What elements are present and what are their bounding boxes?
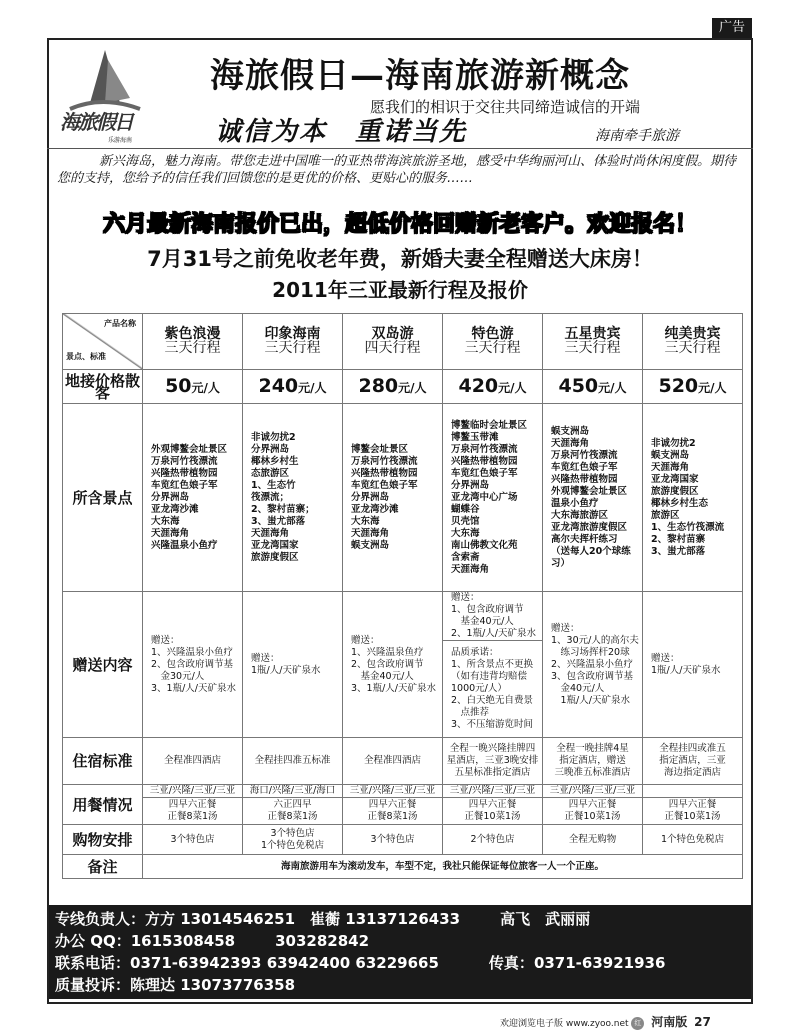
row-label-price: 地接价格散客 — [63, 370, 143, 404]
product-header — [143, 314, 243, 370]
price-value: 280 — [358, 374, 399, 397]
meal-plan-cell: 六正四早 正餐8菜1汤 — [243, 798, 343, 825]
product-days: 三天行程 — [664, 339, 721, 356]
price-cell — [643, 370, 743, 404]
meal-plan-cell: 四早六正餐 正餐8菜1汤 — [143, 798, 243, 825]
price-cell — [143, 370, 243, 404]
product-name: 纯美贵宾 — [664, 325, 721, 342]
meal-route-cell — [643, 785, 743, 798]
sights-cell: 蜈支洲岛 天涯海角 万泉河竹筏漂流 车览红色娘子军 兴隆热带植物园 外观博鳌会址景区 温泉小鱼疗 大东海旅游区 亚龙湾旅游度假区 高尔夫挥杆练习 （送每人20个球练习） — [543, 404, 643, 592]
logo — [60, 45, 145, 147]
intro-text: 新兴海岛，魅力海南。带您走进中国唯一的亚热带海滨旅游圣地，感受中华绚丽河山、体验时尚休闲度假。期待您的支持，您给予的信任我们回馈您的是更优的价格、更贴心的服务…… — [57, 154, 737, 186]
paper-badge-icon: 红 — [631, 1017, 644, 1030]
lodging-cell: 全程挂四准五标准 — [243, 738, 343, 785]
qq-1: 1615308458 — [130, 932, 236, 950]
sights-cell: 非诚勿扰2 分界洲岛 椰林乡村生 态旅游区 1、生态竹 筏漂流； 2、黎村苗寨； 3、蚩尤部落 天涯海角 亚龙湾国家 旅游度假区 — [243, 404, 343, 592]
sail-logo-icon — [60, 45, 145, 111]
lodging-cell: 全程准四酒店 — [143, 738, 243, 785]
corner-criteria-label: 景点、标准 — [66, 352, 106, 361]
product-header — [543, 314, 643, 370]
lodging-cell: 全程准四酒店 — [343, 738, 443, 785]
other-managers: 高飞 武丽丽 — [500, 910, 591, 928]
row-label-meals: 用餐情况 — [63, 785, 143, 825]
shopping-cell: 2个特色店 — [443, 825, 543, 855]
price-unit: 元/人 — [498, 380, 527, 395]
edition-label: 河南版 — [651, 1015, 688, 1029]
lodging-row — [63, 738, 743, 785]
product-header — [243, 314, 343, 370]
price-value: 520 — [658, 374, 699, 397]
complaint-contact: 陈理达 13073776358 — [130, 976, 296, 994]
gifts-cell: 赠送： 1瓶/人/天矿泉水 — [243, 592, 343, 738]
page-title: 海旅假日—海南旅游新概念 — [210, 56, 630, 96]
price-unit: 元/人 — [298, 380, 327, 395]
sights-cell: 非诚勿扰2 蜈支洲岛 天涯海角 亚龙湾国家 旅游度假区 椰林乡村生态 旅游区 1、生态竹筏漂流 2、黎村苗寨 3、蚩尤部落 — [643, 404, 743, 592]
headline-table-title: 2011年三亚最新行程及报价 — [272, 278, 528, 302]
sights-cell: 博鳌临时会址景区 博鳌玉带滩 万泉河竹筏漂流 兴隆热带植物园 车览红色娘子军 分界洲岛 亚龙湾中心广场 蝴蝶谷 贝壳馆 大东海 南山佛教文化苑 含索斋 天涯海角 — [443, 404, 543, 592]
sights-cell: 博鳌会址景区 万泉河竹筏漂流 兴隆热带植物园 车览红色娘子军 分界洲岛 亚龙湾沙滩 大东海 天涯海角 蜈支洲岛 — [343, 404, 443, 592]
product-days: 三天行程 — [164, 339, 221, 356]
quality-promise-cell: 品质承诺： 1、所含景点不更换 （如有违背均赔偿 1000元/人） 2、白天绝无自费景 点推荐 3、不压缩游览时间 — [443, 641, 543, 738]
contact-box — [49, 905, 751, 999]
price-table — [62, 313, 743, 879]
shopping-cell: 3个特色店 — [143, 825, 243, 855]
sights-row — [63, 404, 743, 592]
price-cell — [543, 370, 643, 404]
shopping-row — [63, 825, 743, 855]
product-header — [643, 314, 743, 370]
product-header — [343, 314, 443, 370]
price-unit: 元/人 — [598, 380, 627, 395]
price-unit: 元/人 — [698, 380, 727, 395]
meals-row-2 — [63, 798, 743, 825]
fax-label: 传真： — [488, 954, 534, 972]
qq-2: 303282842 — [275, 932, 370, 950]
meals-row — [63, 785, 743, 798]
shopping-cell: 全程无购物 — [543, 825, 643, 855]
meal-route-cell: 三亚/兴隆/三亚/三亚 — [543, 785, 643, 798]
meal-route-cell: 三亚/兴隆/三亚/三亚 — [443, 785, 543, 798]
price-unit: 元/人 — [191, 380, 220, 395]
product-header — [443, 314, 543, 370]
divider — [47, 148, 753, 149]
page-number: 27 — [694, 1015, 711, 1029]
corner-cell — [63, 314, 143, 370]
notes-cell: 海南旅游用车为滚动发车，车型不定，我社只能保证每位旅客一人一个正座。 — [143, 855, 743, 879]
meal-plan-cell: 四早六正餐 正餐10菜1汤 — [543, 798, 643, 825]
product-name: 特色游 — [471, 325, 514, 342]
shopping-cell: 1个特色免税店 — [643, 825, 743, 855]
product-name: 五星贵宾 — [564, 325, 621, 342]
meal-route-cell: 三亚/兴隆/三亚/三亚 — [343, 785, 443, 798]
shopping-cell: 3个特色店 — [343, 825, 443, 855]
complaint-label: 质量投诉： — [55, 976, 131, 994]
price-cell — [443, 370, 543, 404]
meal-route-cell: 三亚/兴隆/三亚/三亚 — [143, 785, 243, 798]
gifts-cell: 赠送： 1、包含政府调节 基金40元/人 2、1瓶/人/天矿泉水 — [443, 592, 543, 641]
footer-link[interactable]: 欢迎浏览电子版 www.zyoo.net — [500, 1019, 629, 1029]
phone-numbers: 0371-63942393 63942400 63229665 — [130, 954, 439, 972]
gifts-cell: 赠送： 1瓶/人/天矿泉水 — [643, 592, 743, 738]
gifts-row — [63, 592, 743, 641]
price-row — [63, 370, 743, 404]
manager-label: 专线负责人： — [55, 910, 146, 928]
row-label-lodging: 住宿标准 — [63, 738, 143, 785]
product-name: 紫色浪漫 — [164, 325, 221, 342]
tagline: 愿我们的相识于交往共同缔造诚信的开端 — [370, 98, 641, 116]
brand-name: 海南牵手旅游 — [595, 128, 679, 144]
headline-promo: 六月最新海南报价已出，超低价格回赠新老客户。欢迎报名！ — [102, 212, 697, 237]
product-name: 双岛游 — [371, 325, 414, 342]
headline-offer: 7月31号之前免收老年费，新婚夫妻全程赠送大床房！ — [147, 247, 653, 271]
row-label-shopping: 购物安排 — [63, 825, 143, 855]
price-cell — [243, 370, 343, 404]
price-value: 420 — [458, 374, 499, 397]
product-days: 三天行程 — [264, 339, 321, 356]
gifts-cell: 赠送： 1、兴隆温泉小鱼疗 2、包含政府调节基 金30元/人 3、1瓶/人/天矿泉水 — [143, 592, 243, 738]
gifts-cell: 赠送： 1、30元/人的高尔夫 练习场挥杆20球 2、兴隆温泉小鱼疗 3、包含政府调节基 金40元/人 1瓶/人/天矿泉水 — [543, 592, 643, 738]
fax-number: 0371-63921936 — [533, 954, 666, 972]
price-value: 450 — [558, 374, 599, 397]
slogan: 诚信为本 重诺当先 — [215, 117, 468, 147]
row-label-gifts: 赠送内容 — [63, 592, 143, 738]
logo-subtext: 乐游海南 — [108, 137, 133, 144]
gifts-cell: 赠送： 1、兴隆温泉鱼疗 2、包含政府调节 基金40元/人 3、1瓶/人/天矿泉水 — [343, 592, 443, 738]
row-label-notes: 备注 — [63, 855, 143, 879]
lodging-cell: 全程一晚挂牌4星 指定酒店，赠送 三晚准五标准酒店 — [543, 738, 643, 785]
price-value: 50 — [165, 374, 192, 397]
ad-tag: 广告 — [712, 18, 752, 38]
lodging-cell: 全程一晚兴隆挂牌四 星酒店，三亚3晚安排 五星标准指定酒店 — [443, 738, 543, 785]
corner-product-label: 产品名称 — [104, 319, 136, 328]
product-name: 印象海南 — [264, 325, 321, 342]
table-header-row — [63, 314, 743, 370]
meal-plan-cell: 四早六正餐 正餐10菜1汤 — [643, 798, 743, 825]
notes-row — [63, 855, 743, 879]
manager-contacts: 方方 13014546251 崔蘅 13137126433 — [145, 910, 461, 928]
price-cell — [343, 370, 443, 404]
price-value: 240 — [258, 374, 299, 397]
product-days: 三天行程 — [464, 339, 521, 356]
product-days: 四天行程 — [364, 339, 421, 356]
price-unit: 元/人 — [398, 380, 427, 395]
lodging-cell: 全程挂四或准五 指定酒店，三亚 海边指定酒店 — [643, 738, 743, 785]
meal-route-cell: 海口/兴隆/三亚/海口 — [243, 785, 343, 798]
meal-plan-cell: 四早六正餐 正餐8菜1汤 — [343, 798, 443, 825]
page-footer — [500, 1013, 711, 1030]
shopping-cell: 3个特色店 1个特色免税店 — [243, 825, 343, 855]
product-days: 三天行程 — [564, 339, 621, 356]
phone-label: 联系电话： — [55, 954, 131, 972]
meal-plan-cell: 四早六正餐 正餐10菜1汤 — [443, 798, 543, 825]
row-label-sights: 所含景点 — [63, 404, 143, 592]
qq-label: 办公 QQ： — [55, 932, 131, 950]
logo-text: 海旅假日 — [60, 110, 132, 134]
sights-cell: 外观博鳌会址景区 万泉河竹筏漂流 兴隆热带植物园 车览红色娘子军 分界洲岛 亚龙湾沙滩 大东海 天涯海角 兴隆温泉小鱼疗 — [143, 404, 243, 592]
